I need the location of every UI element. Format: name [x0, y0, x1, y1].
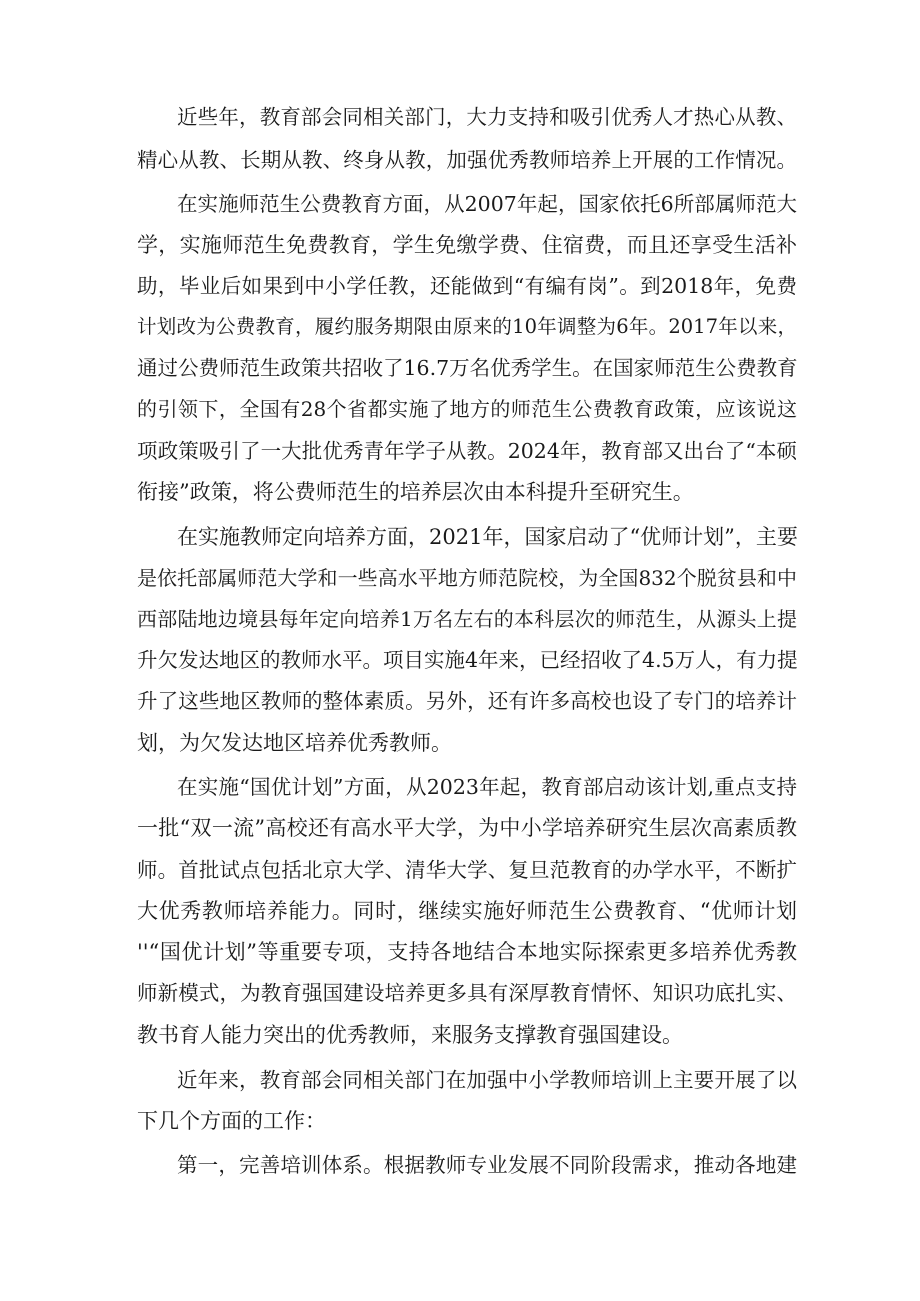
text-line: 第一，完善培训体系。根据教师专业发展不同阶段需求，推动各地建	[177, 1153, 797, 1177]
text-line: 升了这些地区教师的整体素质。另外，还有许多高校也设了专门的培养计	[137, 689, 797, 713]
text-line: 衔接”政策，将公费师范生的培养层次由本科提升至研究生。	[137, 480, 694, 504]
text-line: 在实施“国优计划”方面，从2023年起，教育部启动该计划,重点支持	[177, 775, 797, 799]
text-line: ''“国优计划”等重要专项，支持各地结合本地实际探索更多培养优秀教	[137, 940, 797, 964]
text-line: 精心从教、长期从教、终身从教，加强优秀教师培养上开展的工作情况。	[137, 148, 797, 172]
text-line: 在实施教师定向培养方面，2021年，国家启动了“优师计划”，主要	[177, 525, 798, 549]
text-line: 计划改为公费教育，履约服务期限由原来的10年调整为6年。2017年以来，	[137, 315, 797, 338]
text-line: 大优秀教师培养能力。同时，继续实施好师范生公费教育、“优师计划	[137, 899, 797, 923]
text-line: 通过公费师范生政策共招收了16.7万名优秀学生。在国家师范生公费教育	[137, 356, 798, 380]
text-line: 学，实施师范生免费教育，学生免缴学费、住宿费，而且还享受生活补	[137, 233, 797, 257]
text-line: 西部陆地边境县每年定向培养1万名左右的本科层次的师范生，从源头上提	[137, 607, 797, 631]
text-line: 下几个方面的工作：	[137, 1109, 326, 1133]
text-line: 近些年，教育部会同相关部门，大力支持和吸引优秀人才热心从教、	[177, 105, 797, 129]
text-line: 一批“双一流”高校还有高水平大学，为中小学培养研究生层次高素质教	[137, 816, 797, 840]
text-line: 是依托部属师范大学和一些高水平地方师范院校，为全国832个脱贫县和中	[137, 566, 797, 590]
text-line: 升欠发达地区的教师水平。项目实施4年来，已经招收了4.5万人，有力提	[137, 648, 798, 672]
text-line: 的引领下，全国有28个省都实施了地方的师范生公费教育政策，应该说这	[137, 397, 797, 421]
text-line: 在实施师范生公费教育方面，从2007年起，国家依托6所部属师范大	[177, 192, 797, 216]
text-line: 划，为欠发达地区培养优秀教师。	[137, 731, 452, 755]
text-line: 助，毕业后如果到中小学任教，还能做到“有编有岗”。到2018年，免费	[137, 274, 797, 298]
text-line: 近年来，教育部会同相关部门在加强中小学教师培训上主要开展了以	[177, 1068, 797, 1092]
text-line: 师新模式，为教育强国建设培养更多具有深厚教育情怀、知识功底扎实、	[137, 981, 797, 1005]
text-line: 师。首批试点包括北京大学、清华大学、复旦范教育的办学水平，不断扩	[137, 858, 797, 882]
text-line: 项政策吸引了一大批优秀青年学子从教。2024年，教育部又出台了“本硕	[137, 439, 797, 463]
text-line: 教书育人能力突出的优秀教师，来服务支撑教育强国建设。	[137, 1023, 683, 1047]
